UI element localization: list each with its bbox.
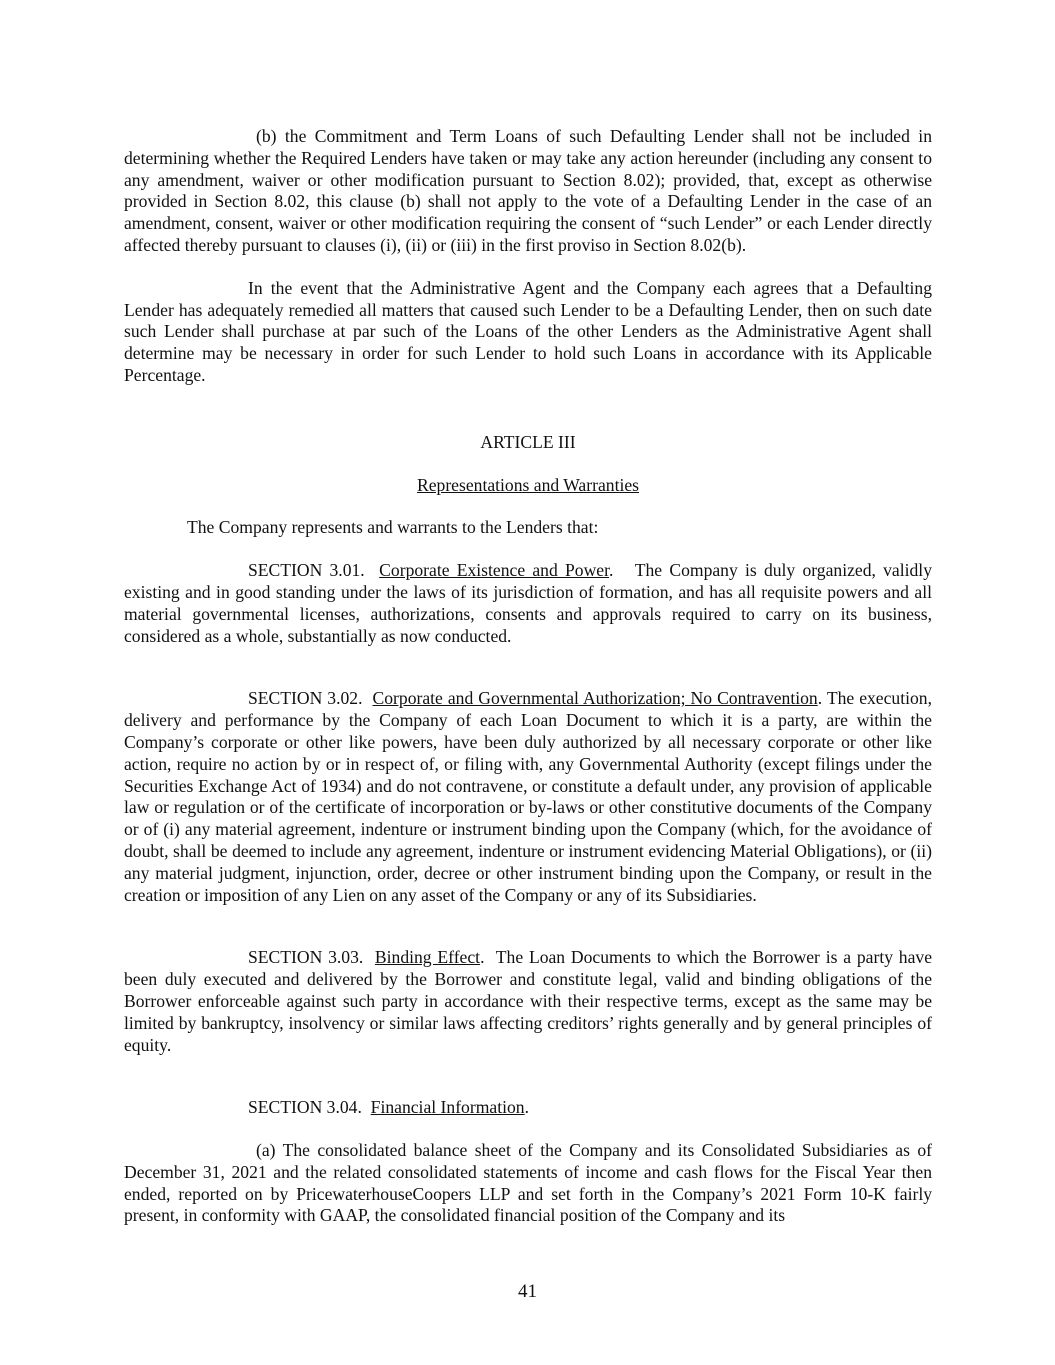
section-title-suffix: . (817, 688, 823, 709)
section-title: Corporate and Governmental Authorization; No Contravention (372, 688, 818, 709)
section-number: SECTION 3.01. (248, 560, 365, 581)
page-number: 41 (518, 1281, 537, 1302)
section-title-suffix: . (480, 947, 485, 968)
section-number: SECTION 3.03. (248, 947, 364, 968)
section-number: SECTION 3.04. (248, 1097, 362, 1118)
section-3-01 (124, 560, 932, 647)
section-number: SECTION 3.02. (248, 688, 363, 709)
paragraph-defaulting-lender-cure: In the event that the Administrative Agent and the Company each agrees that a Defaulting Lender has adequately remedied all matters that caused such Lender to be a Defaulting Lender, then on such date such Lender shall purchase at par such of the Loans of the other Lenders as the Administrative Agent shall determine may be necessary in order for such Lender to hold such Loans in accordance with its Applicable Percentage. (124, 277, 932, 385)
section-body: The Company is duly organized, validly existing and in good standing under the laws of its jurisdiction of formation, and has all requisite powers and all material governmental licenses, authorizations, consents and approvals required to carry on its business, considered as a whole, substantially as now conducted. (124, 560, 932, 646)
section-title: Corporate Existence and Power (379, 560, 609, 581)
article-intro: The Company represents and warrants to the Lenders that: (187, 517, 599, 538)
paragraph-clause-b: (b) the Commitment and Term Loans of such Defaulting Lender shall not be included in determining whether the Required Lenders have taken or may take any action hereunder (including any consent to any amendment, waiver or other modification pursuant to Section 8.02); provided, that, except as otherwise provided in Section 8.02, this clause (b) shall not apply to the vote of a Defaulting Lender in the case of an amendment, consent, waiver or other modification requiring the consent of “such Lender” or each Lender directly affected thereby pursuant to clauses (i), (ii) or (iii) in the first proviso in Section 8.02(b). (124, 126, 932, 255)
paragraph-subsection-a: (a) The consolidated balance sheet of the Company and its Consolidated Subsidiaries as of December 31, 2021 and the related consolidated statements of income and cash flows for the Fiscal Year then ended, reported on by PricewaterhouseCoopers LLP and set forth in the Company’s 2021 Form 10-K fairly present, in conformity with GAAP, the consolidated financial position of the Company and its (124, 1140, 932, 1226)
section-title: Binding Effect (374, 947, 481, 968)
section-body: The Loan Documents to which the Borrower is a party have been duly executed and delivered by the Borrower and constitute legal, valid and binding obligations of the Borrower enforceable against such party in accordance with their respective terms, except as the same may be limited by bankruptcy, insolvency or similar laws affecting creditors’ rights generally and by general principles of equity. (124, 947, 933, 1055)
section-title-suffix: . (524, 1097, 529, 1118)
article-title (124, 475, 932, 497)
section-3-03 (124, 947, 932, 1056)
section-3-04 (124, 1097, 932, 1119)
section-3-02 (124, 688, 932, 906)
document-page (124, 126, 932, 1227)
article-heading: ARTICLE III (480, 431, 576, 452)
section-body: The execution, delivery and performance by the Company of each Loan Document to which it is a party, are within the Company’s corporate or other like powers, have been duly authorized by all necessary corporate or other like action, require no action by or in respect of, or filing with, any Governmental Authority (except filings under the Securities Exchange Act of 1934) and do not contravene, or constitute a default under, any provision of applicable law or regulation or of the certificate of incorporation or by-laws or other constitutive documents of the Company or of (i) any material agreement, indenture or instrument binding upon the Company (which, for the avoidance of doubt, shall be deemed to include any agreement, indenture or instrument evidencing Material Obligations), or (ii) any material judgment, injunction, order, decree or other instrument binding upon the Company, or result in the creation or imposition of any Lien on any asset of the Company or any of its Subsidiaries. (124, 688, 932, 905)
section-title: Financial Information (370, 1097, 525, 1118)
section-title-suffix: . (608, 560, 614, 581)
article-title-text: Representations and Warranties (416, 474, 640, 495)
